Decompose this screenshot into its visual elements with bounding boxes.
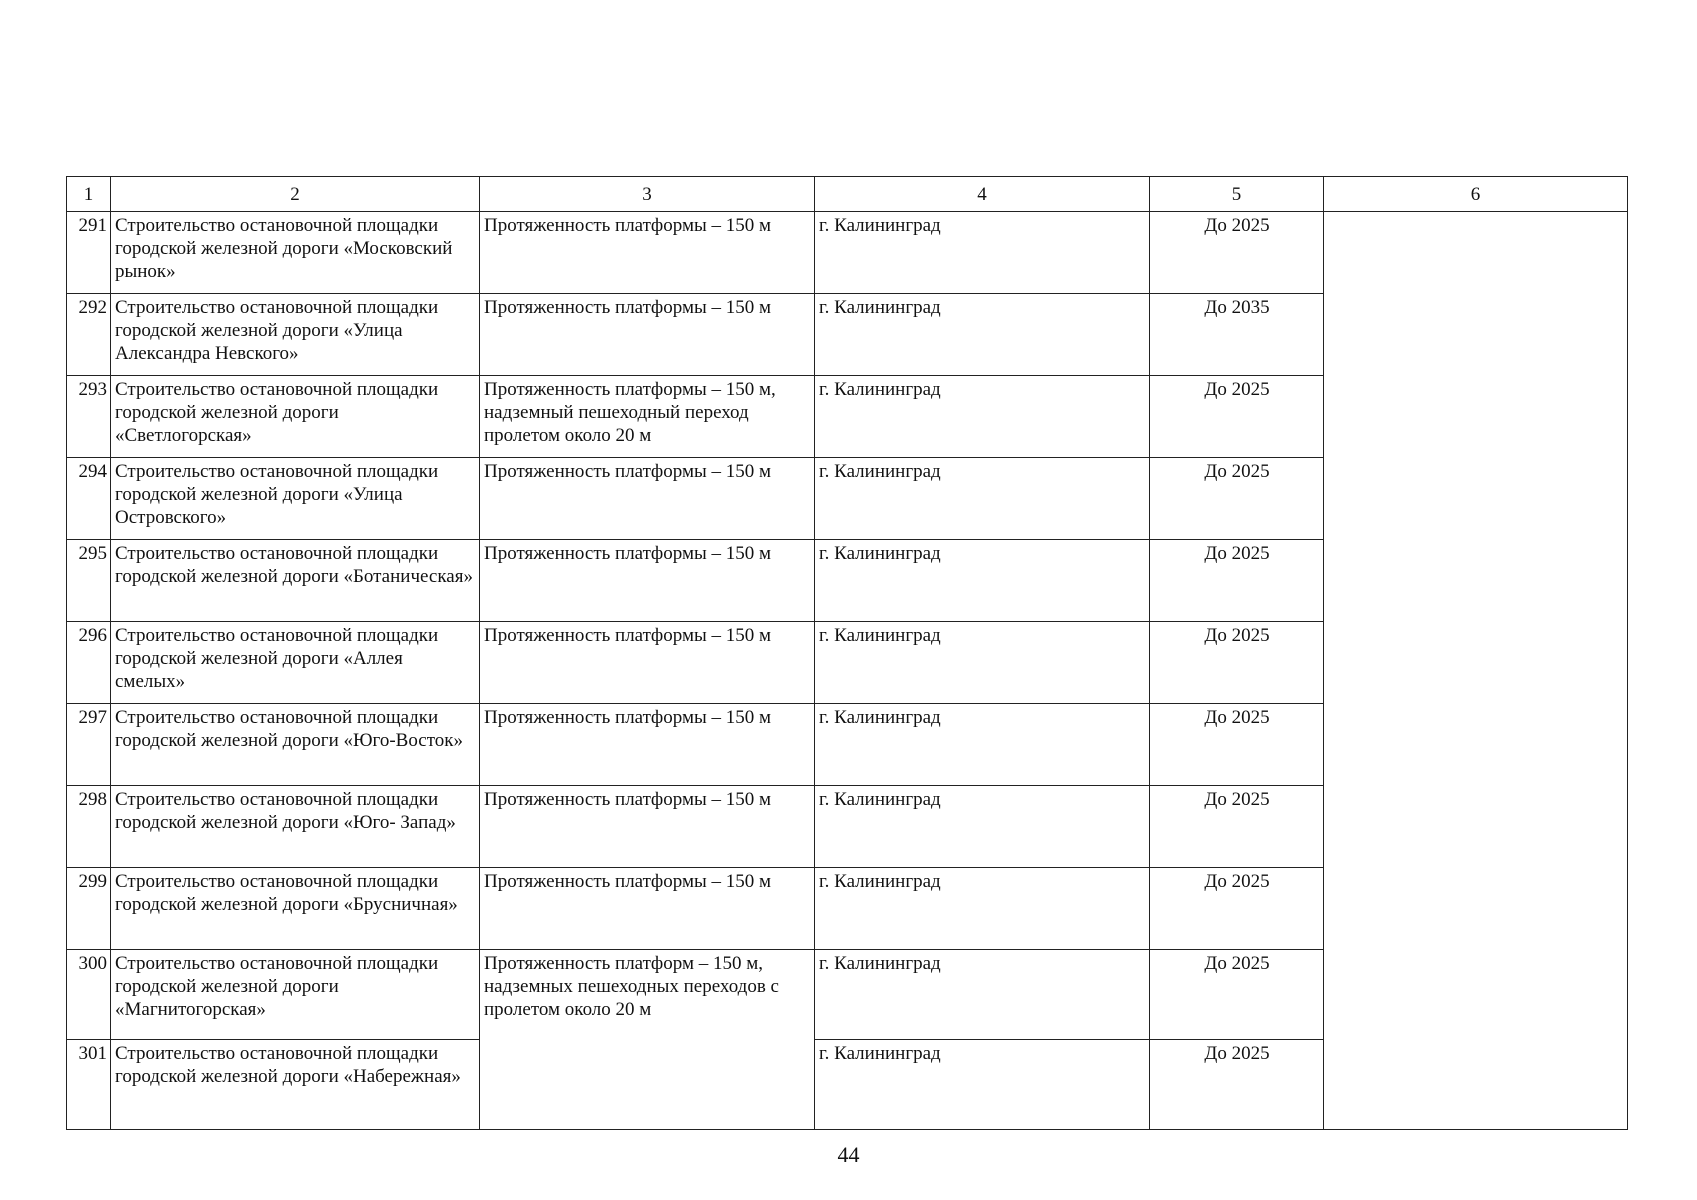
column-header-3: 3 [480,177,815,212]
object-term: До 2025 [1150,540,1324,622]
object-name: Строительство остановочной площадки городской железной дороги «Юго- Запад» [111,786,480,868]
object-spec: Протяженность платформы – 150 м [480,868,815,950]
column-header-2: 2 [111,177,480,212]
object-name: Строительство остановочной площадки городской железной дороги «Юго-Восток» [111,704,480,786]
column-header-5: 5 [1150,177,1324,212]
object-spec: Протяженность платформы – 150 м [480,786,815,868]
object-term: До 2035 [1150,294,1324,376]
row-number: 300 [67,950,111,1040]
row-number: 297 [67,704,111,786]
object-spec: Протяженность платформы – 150 м [480,704,815,786]
table-row [67,212,1628,294]
object-name: Строительство остановочной площадки городской железной дороги «Магнитогорская» [111,950,480,1040]
object-term: До 2025 [1150,458,1324,540]
row-number: 294 [67,458,111,540]
object-term: До 2025 [1150,376,1324,458]
object-location: г. Калининград [815,622,1150,704]
object-term: До 2025 [1150,704,1324,786]
row-number: 292 [67,294,111,376]
object-term: До 2025 [1150,868,1324,950]
object-spec: Протяженность платформы – 150 м, надземный пешеходный переход пролетом около 20 м [480,376,815,458]
construction-table [66,176,1628,1130]
object-spec: Протяженность платформ – 150 м, надземных пешеходных переходов с пролетом около 20 м [480,950,815,1130]
object-term: До 2025 [1150,622,1324,704]
object-term: До 2025 [1150,950,1324,1040]
object-location: г. Калининград [815,786,1150,868]
object-location: г. Калининград [815,868,1150,950]
row-number: 291 [67,212,111,294]
column-header-6: 6 [1324,177,1628,212]
object-location: г. Калининград [815,1040,1150,1130]
object-location: г. Калининград [815,704,1150,786]
object-name: Строительство остановочной площадки городской железной дороги «Московский рынок» [111,212,480,294]
object-location: г. Калининград [815,376,1150,458]
header-row [67,177,1628,212]
row-number: 293 [67,376,111,458]
object-location: г. Калининград [815,294,1150,376]
row-number: 298 [67,786,111,868]
object-location: г. Калининград [815,950,1150,1040]
object-name: Строительство остановочной площадки городской железной дороги «Улица Александра Невского» [111,294,480,376]
object-spec: Протяженность платформы – 150 м [480,622,815,704]
object-location: г. Калининград [815,212,1150,294]
row-number: 296 [67,622,111,704]
object-term: До 2025 [1150,1040,1324,1130]
object-term: До 2025 [1150,212,1324,294]
object-name: Строительство остановочной площадки городской железной дороги «Улица Островского» [111,458,480,540]
object-location: г. Калининград [815,458,1150,540]
object-spec: Протяженность платформы – 150 м [480,540,815,622]
object-term: До 2025 [1150,786,1324,868]
object-name: Строительство остановочной площадки городской железной дороги «Ботаническая» [111,540,480,622]
row-number: 299 [67,868,111,950]
object-spec: Протяженность платформы – 150 м [480,294,815,376]
object-spec: Протяженность платформы – 150 м [480,458,815,540]
object-name: Строительство остановочной площадки городской железной дороги «Аллея смелых» [111,622,480,704]
page-number: 44 [837,1142,860,1167]
object-name: Строительство остановочной площадки городской железной дороги «Светлогорская» [111,376,480,458]
object-spec: Протяженность платформы – 150 м [480,212,815,294]
row-number: 301 [67,1040,111,1130]
row-number: 295 [67,540,111,622]
object-name: Строительство остановочной площадки городской железной дороги «Брусничная» [111,868,480,950]
column-6-empty-cell [1324,212,1628,1130]
object-location: г. Калининград [815,540,1150,622]
object-name: Строительство остановочной площадки городской железной дороги «Набережная» [111,1040,480,1130]
column-header-1: 1 [67,177,111,212]
column-header-4: 4 [815,177,1150,212]
